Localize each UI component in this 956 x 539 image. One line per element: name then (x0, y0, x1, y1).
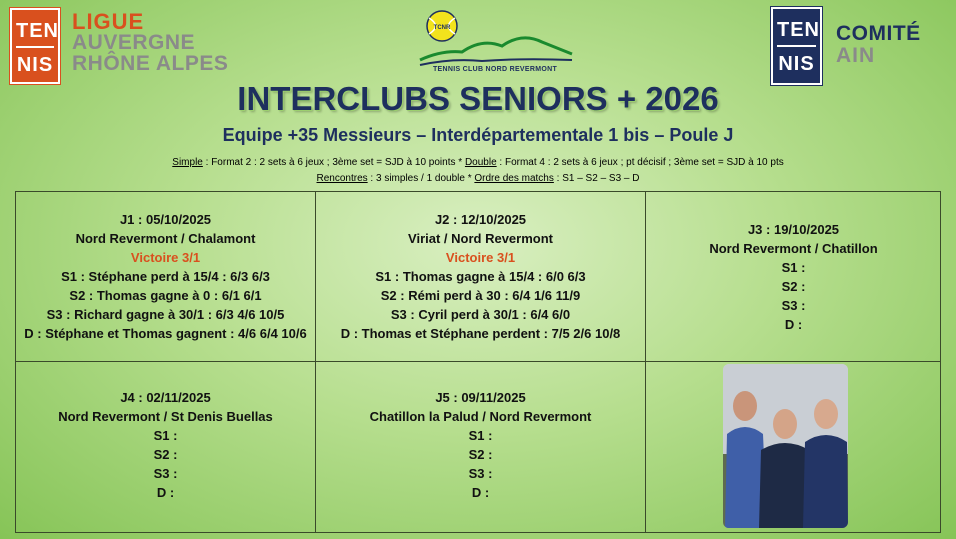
comite-name-line2: AIN (836, 44, 876, 67)
match-s2: S2 : (468, 447, 493, 462)
double-label: Double (464, 157, 497, 168)
match-s1: S1 : Stéphane perd à 15/4 : 6/3 6/3 (61, 269, 270, 284)
ordre-text: : S1 – S2 – S3 – D (553, 173, 640, 184)
match-d: D : (471, 485, 490, 500)
ligue-name (72, 11, 228, 74)
match-teams: Nord Revermont / St Denis Buellas (58, 409, 273, 424)
match-result: Victoire 3/1 (445, 250, 516, 265)
match-d: D : Thomas et Stéphane perdent : 7/5 2/6 10/8 (340, 326, 621, 341)
ligue-name-line1: LIGUE (72, 9, 145, 34)
page-title: INTERCLUBS SENIORS + 2026 (237, 80, 719, 117)
match-cell-j3 (646, 192, 941, 362)
match-day: J5 : 09/11/2025 (435, 390, 526, 405)
match-teams: Nord Revermont / Chalamont (75, 231, 256, 246)
match-s1: S1 : (153, 428, 178, 443)
ligue-name-line3: RHÔNE ALPES (72, 52, 229, 75)
match-s3: S3 : (781, 297, 806, 313)
match-cell-j1 (16, 192, 316, 362)
match-result: Victoire 3/1 (130, 250, 201, 265)
match-cell-j2 (316, 192, 646, 362)
rencontres-label: Rencontres (316, 173, 368, 184)
match-cell-j5 (316, 362, 646, 532)
ligue-logo (10, 8, 60, 84)
match-s2: S2 : Rémi perd à 30 : 6/4 1/6 11/9 (380, 288, 581, 303)
match-s3: S3 : Richard gagne à 30/1 : 6/3 4/6 10/5 (46, 307, 285, 322)
comite-logo-line1: TEN (777, 15, 816, 47)
page-subtitle: Equipe +35 Messieurs – Interdépartementale 1 bis – Poule J (222, 125, 734, 145)
rules-text (0, 155, 956, 187)
double-text: : Format 4 : 2 sets à 6 jeux ; pt décisif ; 3ème set = SJD à 10 pts (496, 157, 784, 168)
photo-cell (646, 362, 941, 532)
match-s1: S1 : (468, 428, 493, 443)
team-photo (723, 364, 848, 528)
ligue-logo-line1: TEN (16, 16, 54, 48)
ligue-name-line2: AUVERGNE (72, 31, 196, 54)
match-teams: Viriat / Nord Revermont (408, 231, 553, 246)
rules-line-1 (0, 155, 956, 171)
rules-line-2 (0, 171, 956, 187)
match-teams: Nord Revermont / Chatillon (709, 240, 878, 256)
rencontres-text: : 3 simples / 1 double * (367, 173, 475, 184)
match-cell-j4 (16, 362, 316, 532)
match-s2: S2 : (153, 447, 178, 462)
comite-logo-line2: NIS (778, 53, 815, 75)
match-teams: Chatillon la Palud / Nord Revermont (369, 409, 592, 424)
match-day: J3 : 19/10/2025 (747, 221, 840, 237)
match-d: D : (784, 316, 803, 332)
comite-name (836, 23, 921, 67)
team-photo-icon (723, 364, 848, 528)
comite-name-line1: COMITÉ (836, 22, 921, 45)
match-s2: S2 : Thomas gagne à 0 : 6/1 6/1 (69, 288, 262, 303)
match-day: J2 : 12/10/2025 (434, 212, 527, 227)
match-s3: S3 : (153, 466, 178, 481)
match-day: J4 : 02/11/2025 (120, 390, 211, 405)
match-day: J1 : 05/10/2025 (119, 212, 212, 227)
match-s1: S1 : (781, 259, 806, 275)
match-d: D : Stéphane et Thomas gagnent : 4/6 6/4 10/6 (24, 326, 307, 341)
ordre-label: Ordre des matchs (474, 173, 554, 184)
match-grid (15, 191, 941, 533)
match-s2: S2 : (781, 278, 806, 294)
club-name: TENNIS CLUB NORD REVERMONT (432, 66, 558, 73)
match-s3: S3 : (468, 466, 493, 481)
match-s3: S3 : Cyril perd à 30/1 : 6/4 6/0 (390, 307, 571, 322)
match-d: D : (156, 485, 175, 500)
comite-logo (771, 7, 822, 85)
simple-label: Simple (172, 157, 203, 168)
ligue-logo-line2: NIS (16, 54, 54, 76)
club-logo-badge: TCNR (433, 25, 451, 31)
match-s1: S1 : Thomas gagne à 15/4 : 6/0 6/3 (375, 269, 586, 284)
simple-text: : Format 2 : 2 sets à 6 jeux ; 3ème set = SJD à 10 points * (202, 157, 465, 168)
